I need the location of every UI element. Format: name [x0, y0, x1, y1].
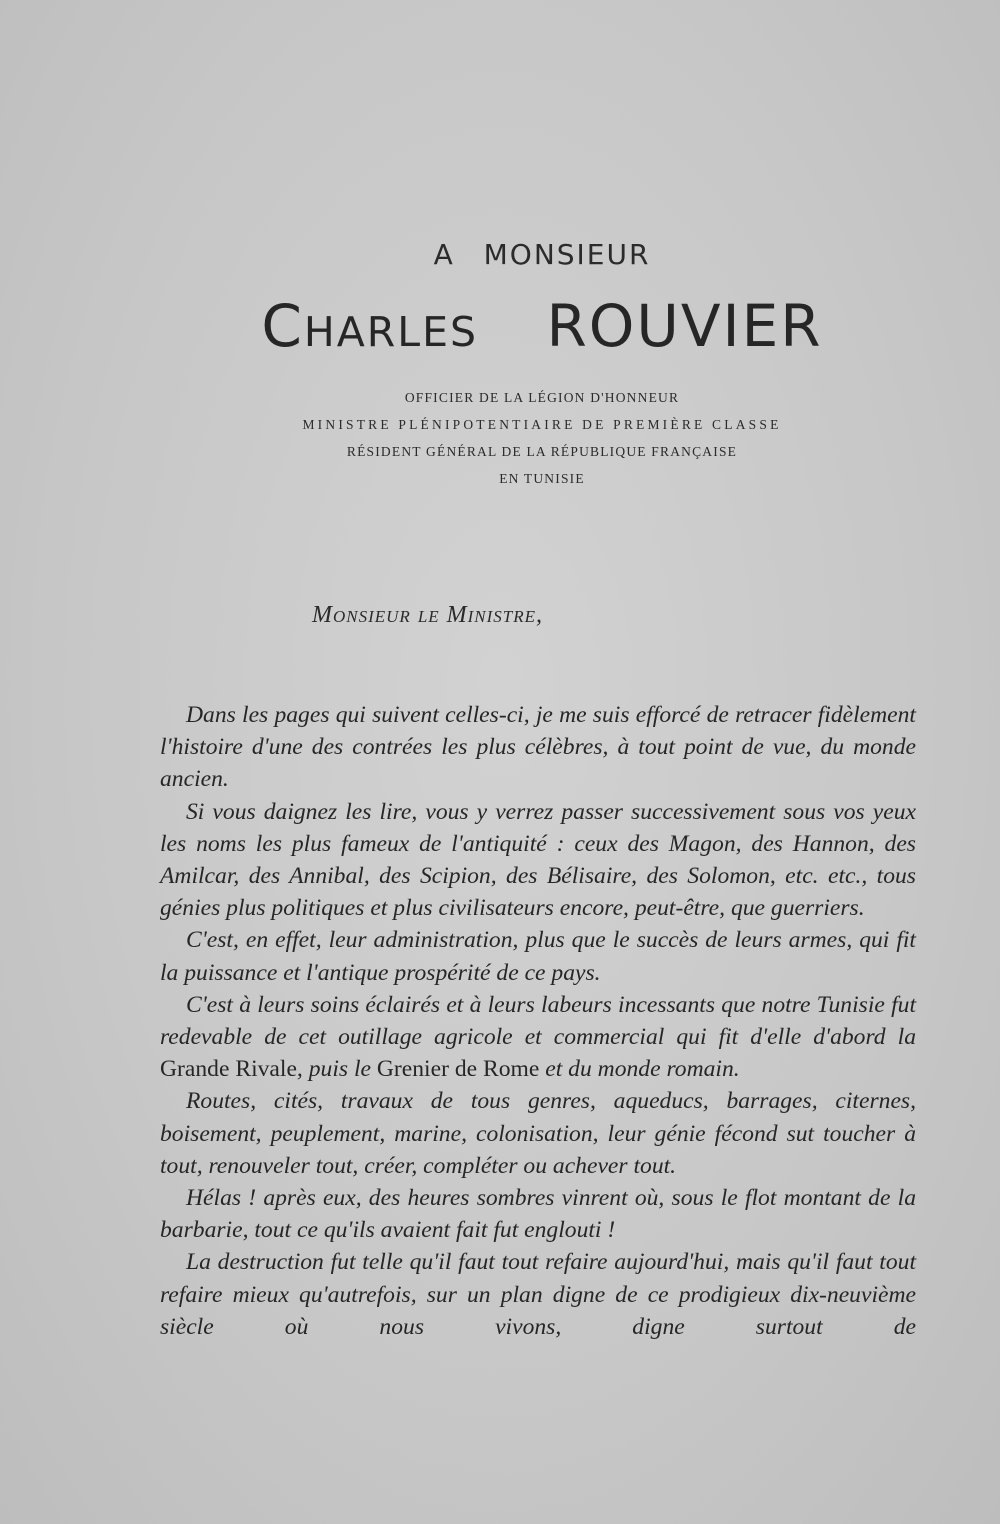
paragraph-4 — [160, 989, 916, 1086]
title-line-1: OFFICIER DE LA LÉGION D'HONNEUR — [404, 390, 680, 405]
paragraph-7: La destruction fut telle qu'il faut tout refaire aujourd'hui, mais qu'il faut tout refaire mieux qu'autrefois, sur un plan digne de ce prodigieux dix-neuvième siècle où nous vivons, digne surtout de — [160, 1249, 916, 1340]
paragraph-4-part-a: C'est à leurs soins éclairés et à leurs labeurs incessants que notre Tunisie fut redevable de cet outillage agricole et commercial qui fit d'elle d'abord la — [160, 991, 916, 1051]
dedicatee-titles — [0, 384, 1000, 492]
paragraph-2: Si vous daignez les lire, vous y verrez passer successivement sous vos yeux les noms les plus fameux de l'antiquité : ceux des Magon, des Hannon, des Amilcar, des Annibal, des Scipion, des Bélisaire, des Solomon, etc. etc., tous génies plus politiques et plus civilisateurs encore, peut-être, que guerriers. — [160, 798, 916, 922]
title-line-4: EN TUNISIE — [499, 471, 585, 486]
paragraph-6: Hélas ! après eux, des heures sombres vinrent où, sous le flot montant de la barbarie, tout ce qu'ils avaient fait fut englouti ! — [160, 1185, 916, 1244]
paragraph-4-part-e: et du monde romain. — [539, 1056, 740, 1083]
grenier-de-rome: Grenier de Rome — [376, 1056, 540, 1083]
title-line-2: MINISTRE PLÉNIPOTENTIAIRE DE PREMIÈRE CLASSE — [302, 417, 782, 432]
title-line-3: RÉSIDENT GÉNÉRAL DE LA RÉPUBLIQUE FRANÇAISE — [346, 444, 738, 459]
paragraph-4-part-c: , puis le — [296, 1056, 377, 1083]
paragraph-3: C'est, en effet, leur administration, plus que le succès de leurs armes, qui fit la puissance et l'antique prospérité de ce pays. — [160, 927, 916, 986]
salutation: Monsieur le Ministre, — [312, 602, 544, 628]
paragraph-1: Dans les pages qui suivent celles-ci, je me suis efforcé de retracer fidèlement l'histoire d'une des contrées les plus célèbres, à tout point de vue, du monde ancien. — [160, 702, 916, 793]
grande-rivale: Grande Rivale — [160, 1056, 297, 1083]
dedicatee-name: Charles ROUVIER — [261, 292, 823, 360]
paragraph-5: Routes, cités, travaux de tous genres, aqueducs, barrages, citernes, boisement, peuplement, marine, colonisation, leur génie fécond sut toucher à tout, renouveler tout, créer, compléter ou achever tout. — [160, 1088, 916, 1179]
dedication-intro: A MONSIEUR — [433, 238, 651, 271]
letter-body — [160, 699, 916, 1343]
